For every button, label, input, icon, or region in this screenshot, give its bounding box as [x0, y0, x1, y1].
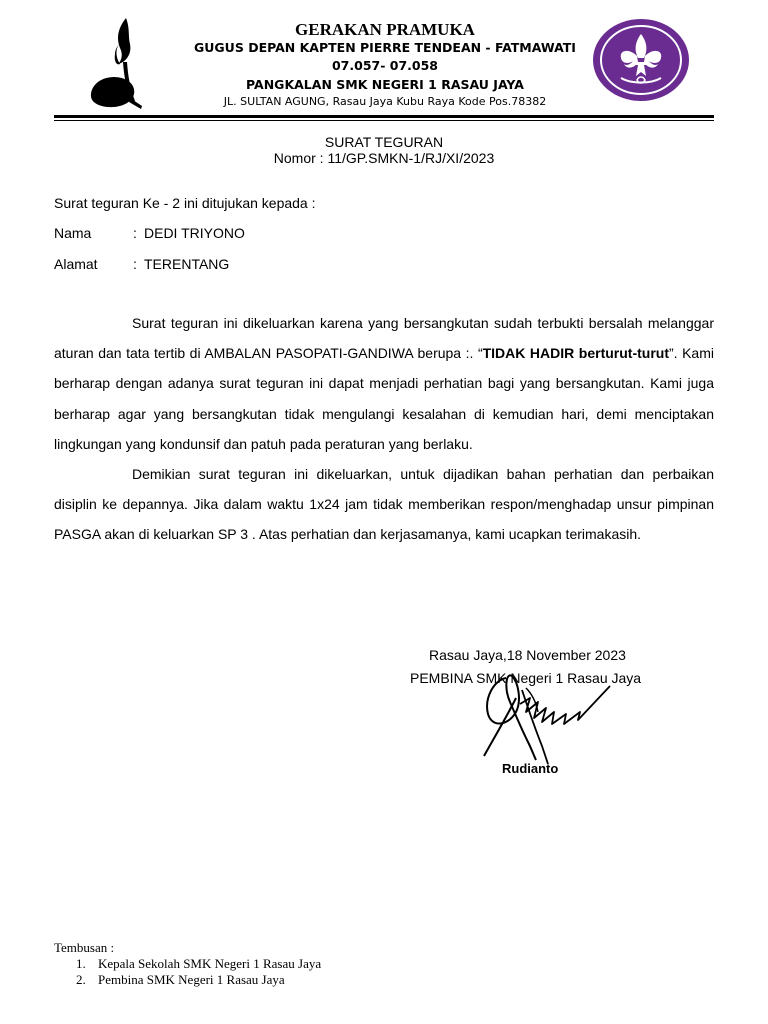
- field-value: TERENTANG: [144, 256, 230, 272]
- list-item-text: Pembina SMK Negeri 1 Rasau Jaya: [98, 971, 285, 987]
- list-item: [54, 956, 321, 972]
- letterhead-rule-thin: [54, 120, 714, 121]
- list-item-text: Kepala Sekolah SMK Negeri 1 Rasau Jaya: [98, 956, 322, 971]
- carbon-copy: [54, 940, 321, 987]
- list-item-number: 1.: [76, 956, 86, 971]
- letter-intro: Surat teguran Ke - 2 ini ditujukan kepada :: [54, 195, 316, 211]
- field-colon: :: [133, 225, 137, 241]
- signature-role: PEMBINA SMK Negeri 1 Rasau Jaya: [410, 670, 642, 686]
- field-alamat: [54, 256, 229, 272]
- letter-body: [54, 308, 714, 550]
- letter-number: Nomor : 11/GP.SMKN-1/RJ/XI/2023: [273, 150, 495, 166]
- letterhead: [0, 0, 768, 125]
- cc-title: Tembusan :: [54, 940, 115, 955]
- field-value: DEDI TRIYONO: [144, 225, 245, 241]
- paragraph-1-text-cont: ”. Kami berharap dengan adanya surat teguran ini dapat menjadi perhatian bagi yang bersangkutan. Kami juga berharap agar yang bersangkutan tidak mengulangi kesalahan di kemudian hari, demi menciptakan lingkungan yang kondunsif dan patuh pada peraturan yang berlaku.: [54, 345, 714, 452]
- paragraph-1: [54, 308, 714, 459]
- unit-numbers: 07.057- 07.058: [331, 58, 438, 73]
- tunas-kelapa-icon: [86, 14, 146, 112]
- unit-name: GUGUS DEPAN KAPTEN PIERRE TENDEAN - FATMAWATI: [194, 40, 576, 55]
- signature-name: Rudianto: [502, 761, 559, 776]
- list-item: [54, 972, 321, 988]
- handwritten-signature: [476, 668, 616, 768]
- cc-list: [54, 956, 321, 987]
- paragraph-2: Demikian surat teguran ini dikeluarkan, untuk dijadikan bahan perhatian dan perbaikan disiplin ke depannya. Jika dalam waktu 1x24 jam tidak memberikan respon/menghadap unsur pimpinan PASGA akan di keluarkan SP 3 . Atas perhatian dan kerjasamanya, kami ucapkan terimakasih.: [54, 466, 714, 543]
- base-name: PANGKALAN SMK NEGERI 1 RASAU JAYA: [246, 77, 524, 92]
- field-colon: :: [133, 256, 137, 272]
- letter-title: SURAT TEGURAN: [324, 134, 444, 150]
- letter-title-block: [0, 134, 768, 166]
- org-name: GERAKAN PRAMUKA: [295, 20, 475, 39]
- field-nama: [54, 225, 245, 241]
- letterhead-rule-thick: [54, 115, 714, 118]
- list-item-number: 2.: [76, 971, 86, 987]
- address: JL. SULTAN AGUNG, Rasau Jaya Kubu Raya Kode Pos.78382: [223, 95, 547, 108]
- field-label: Nama: [54, 225, 92, 241]
- signature-place-date: Rasau Jaya,18 November 2023: [429, 647, 626, 663]
- paragraph-1-text: Surat teguran ini dikeluarkan karena yang bersangkutan sudah terbukti bersalah melanggar aturan dan tata tertib di AMBALAN PASOPATI-GANDIWA berupa :. “: [54, 315, 714, 362]
- world-scout-emblem-icon: [591, 18, 693, 102]
- paragraph-1-emphasis: TIDAK HADIR berturut-turut: [482, 345, 669, 362]
- field-label: Alamat: [54, 256, 98, 272]
